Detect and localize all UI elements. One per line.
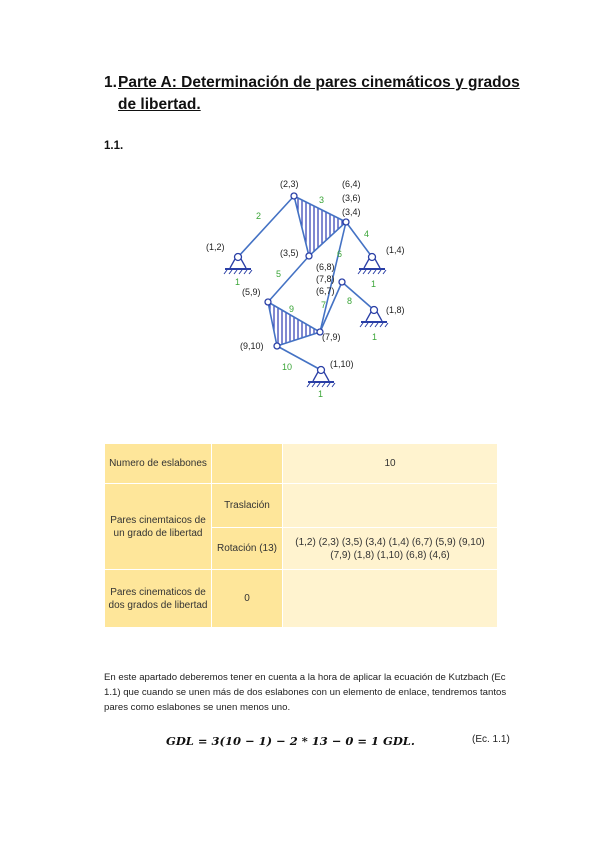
link-label-3: 3 xyxy=(319,195,325,205)
pair-label: (6,7) xyxy=(316,286,335,296)
ground-support-1-8 xyxy=(360,307,388,328)
empty-cell xyxy=(283,570,498,628)
pair-label: (3,6) xyxy=(342,193,361,203)
table-row xyxy=(105,444,498,484)
pair-label: (6,8) xyxy=(316,262,335,272)
kutzbach-equation: GDL = 3(10 − 1) − 2 * 13 − 0 = 1 GDL. xyxy=(166,734,415,748)
joint-5-9 xyxy=(265,299,271,305)
ground-label: 1 xyxy=(318,389,324,399)
ground-support-1-10 xyxy=(307,367,335,388)
section-heading xyxy=(104,72,524,116)
ground-support-1-4 xyxy=(358,254,386,275)
rotation-label: Rotación (13) xyxy=(212,528,283,570)
ground-label: 1 xyxy=(371,279,377,289)
link-3-triangle xyxy=(294,196,346,256)
link-label-7: 7 xyxy=(321,300,327,310)
translation-label: Traslación xyxy=(212,484,283,528)
ground-label: 1 xyxy=(235,277,241,287)
link-5 xyxy=(268,256,309,302)
link-label-8: 8 xyxy=(347,296,353,306)
link-label-10: 10 xyxy=(282,362,293,372)
joint-3-4 xyxy=(343,219,349,225)
table-row xyxy=(105,570,498,628)
empty-cell xyxy=(212,444,283,484)
pair-label: (2,3) xyxy=(280,179,299,189)
pair-label: (7,8) xyxy=(316,274,335,284)
link-label-4: 4 xyxy=(364,229,370,239)
pair-label: (3,4) xyxy=(342,207,361,217)
row-label-links: Numero de eslabones xyxy=(105,444,212,484)
subsection-number: 1.1. xyxy=(104,140,124,152)
joint-2-3 xyxy=(291,193,297,199)
pair-label: (1,8) xyxy=(386,305,405,315)
link-4 xyxy=(346,222,372,257)
explanation-paragraph: En este apartado deberemos tener en cuenta a la hora de aplicar la ecuación de Kutzbach (Ec 1.1) que cuando se unen más de dos eslabones con un elemento de enlace, tendremos tantos pares como eslabones se unen menos uno. xyxy=(104,671,507,713)
equation-reference: (Ec. 1.1) xyxy=(472,734,510,745)
link-label-2: 2 xyxy=(256,211,262,221)
pair-label: (1,4) xyxy=(386,245,405,255)
translation-value xyxy=(283,484,498,528)
mechanism-diagram xyxy=(196,170,426,400)
links-count: 10 xyxy=(283,444,498,484)
section-title: Parte A: Determinación de pares cinemáticos y grados de libertad. xyxy=(118,74,520,113)
pair-label: (3,5) xyxy=(280,248,299,258)
row-label-one-dof: Pares cinemtaicos de un grado de libertad xyxy=(105,484,212,570)
pair-label: (5,9) xyxy=(242,287,261,297)
joint-6-7 xyxy=(339,279,345,285)
pair-label: (6,4) xyxy=(342,179,361,189)
section-number: 1. xyxy=(104,74,117,91)
joint-9-10 xyxy=(274,343,280,349)
pair-label: (7,9) xyxy=(322,332,341,342)
pair-label: (9,10) xyxy=(240,341,264,351)
ground-support-1-2 xyxy=(224,254,252,275)
kinematic-pairs-table xyxy=(104,443,498,628)
link-label-6: 6 xyxy=(337,249,343,259)
row-label-two-dof: Pares cinematicos de dos grados de libertad xyxy=(105,570,212,628)
pair-label: (1,2) xyxy=(206,242,225,252)
two-dof-count: 0 xyxy=(212,570,283,628)
link-label-9: 9 xyxy=(289,304,295,314)
table-row xyxy=(105,484,498,528)
rotation-pairs: (1,2) (2,3) (3,5) (3,4) (1,4) (6,7) (5,9) (9,10) (7,9) (1,8) (1,10) (6,8) (4,6) xyxy=(283,528,498,570)
link-label-5: 5 xyxy=(276,269,282,279)
ground-label: 1 xyxy=(372,332,378,342)
pair-label: (1,10) xyxy=(330,359,354,369)
joint-3-5 xyxy=(306,253,312,259)
